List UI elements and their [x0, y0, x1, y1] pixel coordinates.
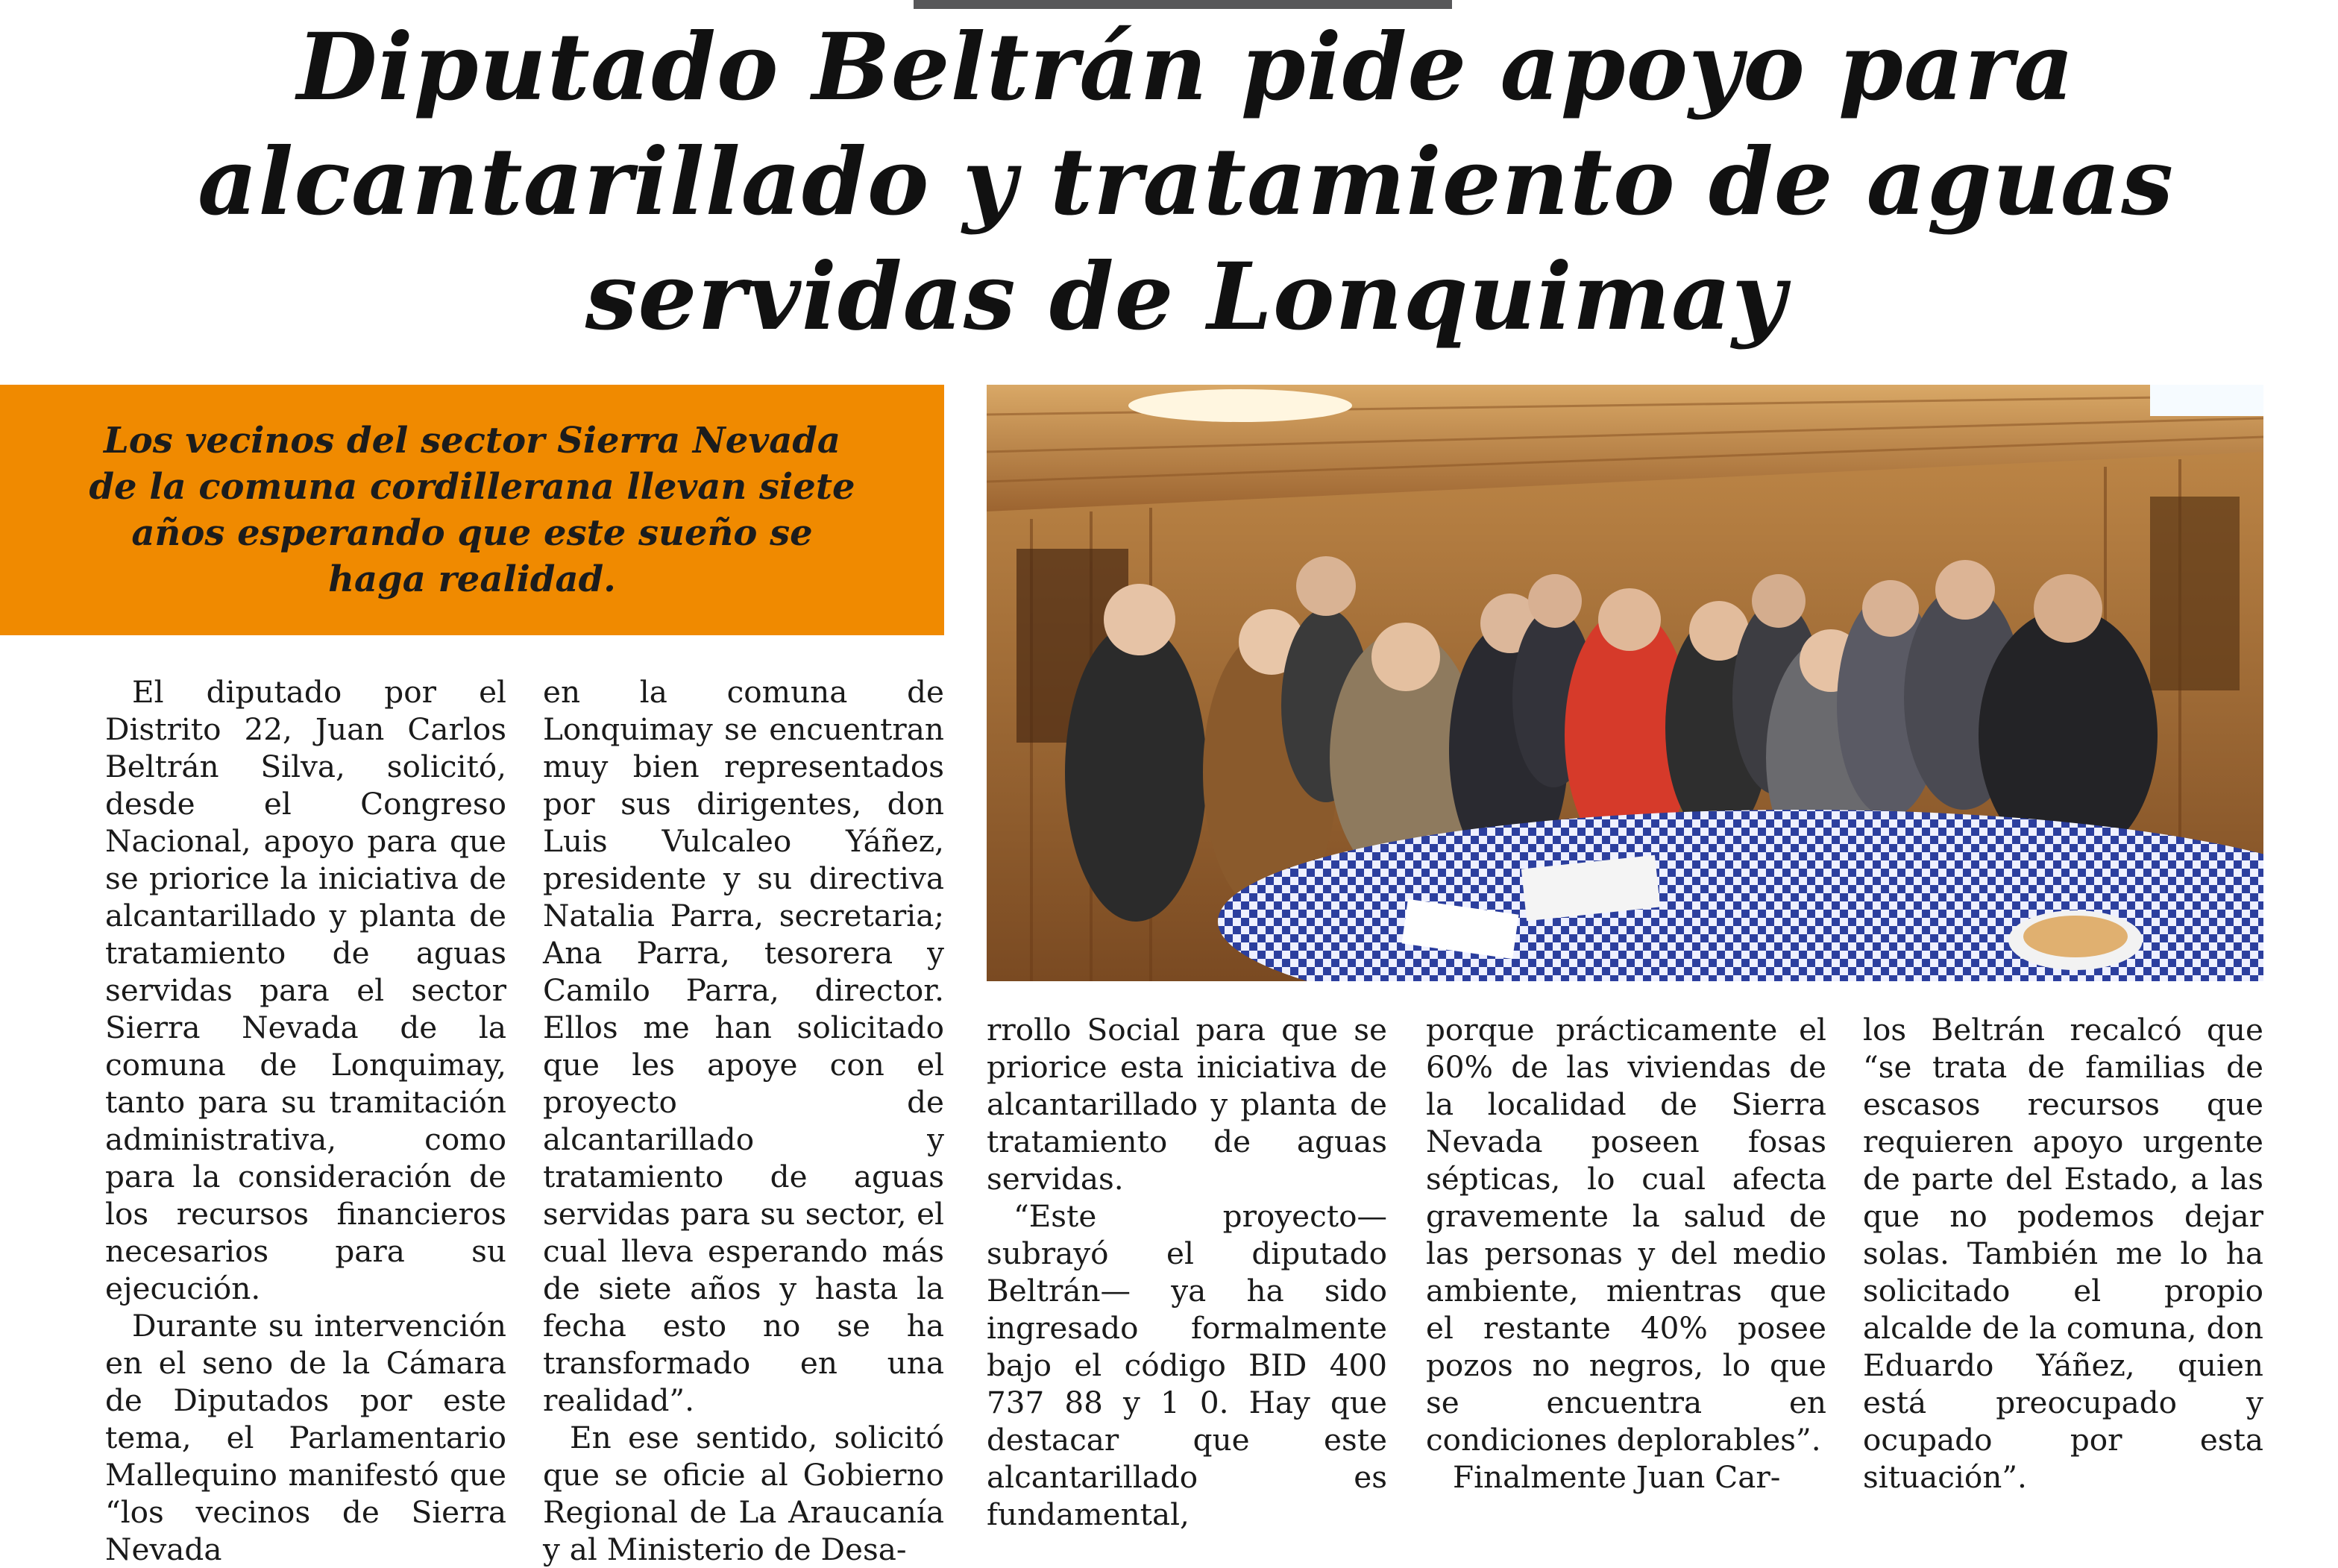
- masthead-ornament: [2092, 0, 2123, 9]
- paragraph: en la comuna de Lonquimay se encuentran muy bien representados por sus dirigentes, don Luis Vulcaleo Yáñez, presidente y su directiva Natalia Parra, secretaria; Ana Parra, tesorera y Camilo Parra, director. Ellos me han solicitado que les apoye con el proyecto de alcantarillado y tratamiento de aguas servidas para su sector, el cual lleva esperando más de siete años y hasta la fecha esto no se ha transformado en una realidad”.: [543, 674, 944, 1418]
- paragraph: “Este proyecto—subrayó el diputado Beltrán— ya ha sido ingresado formalmente bajo el código BID 400 737 88 y 1 0. Hay que destacar que este alcantarillado es fundamental,: [987, 1198, 1387, 1532]
- paragraph: Finalmente Juan Car-: [1453, 1459, 1781, 1495]
- paragraph: Durante su intervención en el seno de la Cámara de Diputados por este tema, el Parlamentario Mallequino manifestó que “los vecinos de Sierra Nevada: [105, 1308, 506, 1567]
- paragraph: El diputado por el Distrito 22, Juan Carlos Beltrán Silva, solicitó, desde el Congreso Nacional, apoyo para que se priorice la iniciativa de alcantarillado y planta de tratamiento de aguas servidas para el sector Sierra Nevada de la comuna de Lonquimay, tanto para su tramitación administrativa, como para la consideración de los recursos financieros necesarios para su ejecución.: [105, 674, 506, 1306]
- masthead-bar: [914, 0, 1452, 9]
- paragraph: los Beltrán recalcó que “se trata de familias de escasos recursos que requieren apoyo urgente de parte del Estado, a las que no podemos dejar solas. También me lo ha solicitado el propio alcalde de la comuna, don Eduardo Yáñez, quien está preocupado y ocupado por esta situación”.: [1863, 1012, 2263, 1495]
- article-column-5: [1863, 1011, 2263, 1496]
- article-column-2: [543, 673, 944, 1568]
- lead-text: Los vecinos del sector Sierra Nevada de la comuna cordillerana llevan siete años esperando que este sueño se haga realidad.: [89, 420, 855, 600]
- paragraph: En ese sentido, solicitó que se oficie al Gobierno Regional de La Araucanía y al Ministerio de Desa-: [543, 1420, 944, 1567]
- article-column-4: [1426, 1011, 1826, 1496]
- article-column-1: [105, 673, 506, 1568]
- paragraph: rrollo Social para que se priorice esta iniciativa de alcantarillado y planta de tratamiento de aguas servidas.: [987, 1012, 1387, 1197]
- paragraph: porque prácticamente el 60% de las viviendas de la localidad de Sierra Nevada poseen fosas sépticas, lo cual afecta gravemente la salud de las personas y del medio ambiente, mientras que el restante 40% posee pozos no negros, lo que se encuentra en condiciones deplorables”.: [1426, 1012, 1826, 1458]
- article-photo: [987, 385, 2263, 981]
- lead-box: [0, 385, 944, 635]
- article-headline: Diputado Beltrán pide apoyo para alcantarillado y tratamiento de aguas servidas de Lonquimay: [197, 13, 2175, 351]
- article-column-3: [987, 1011, 1387, 1533]
